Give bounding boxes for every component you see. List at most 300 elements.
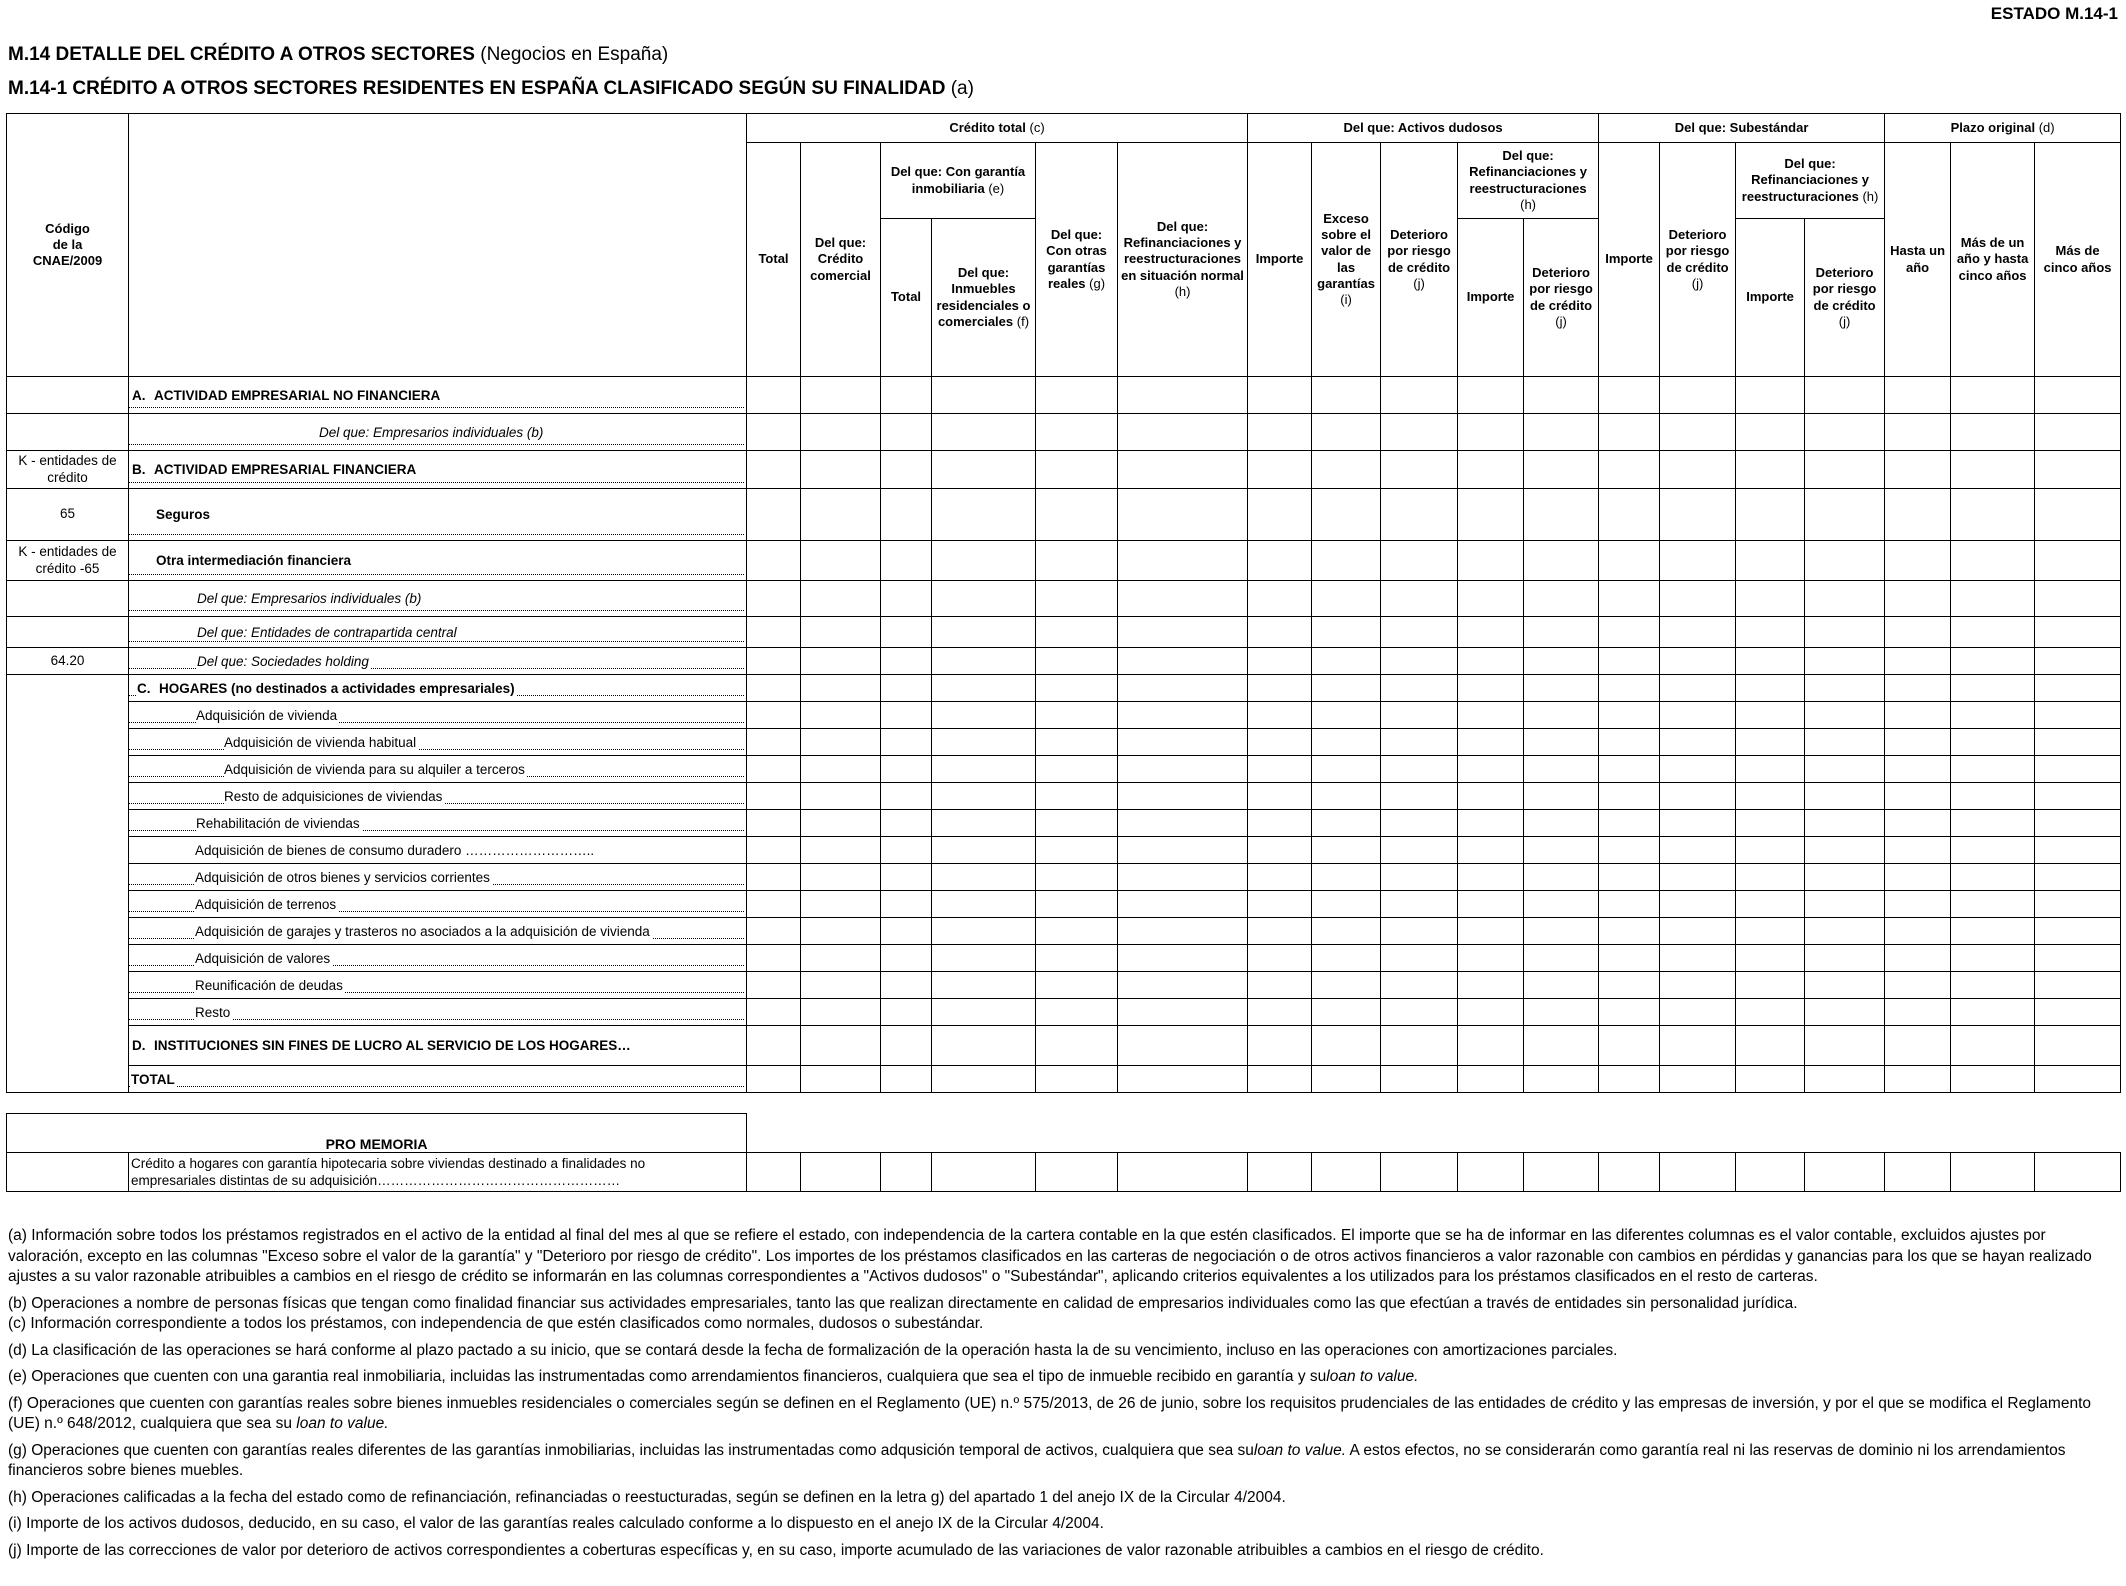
data-cell xyxy=(2035,810,2121,837)
text-label: (j) xyxy=(1691,275,1704,291)
row-label: Adquisición de otros bienes y servicios corrientes xyxy=(195,869,490,885)
data-cell xyxy=(1381,783,1458,810)
title2-bold: M.14-1 CRÉDITO A OTROS SECTORES RESIDENTES EN ESPAÑA CLASIFICADO SEGÚN SU FINALIDAD xyxy=(8,78,946,99)
data-cell xyxy=(1524,581,1599,617)
data-cell xyxy=(932,1066,1036,1093)
text-label: ACTIVIDAD EMPRESARIAL NO FINANCIERA xyxy=(154,387,441,403)
data-cell xyxy=(1885,810,1951,837)
dot-leader xyxy=(129,749,744,750)
data-cell xyxy=(1458,1153,1524,1192)
data-cell xyxy=(932,675,1036,702)
data-cell xyxy=(1660,648,1736,675)
data-cell xyxy=(1524,617,1599,648)
data-cell xyxy=(1660,675,1736,702)
data-cell xyxy=(932,1026,1036,1066)
data-cell xyxy=(1381,891,1458,918)
data-cell xyxy=(747,1153,801,1192)
data-cell xyxy=(1458,414,1524,451)
row-label: Adquisición de valores xyxy=(195,950,331,966)
data-cell xyxy=(1118,783,1248,810)
data-cell xyxy=(801,756,881,783)
data-cell xyxy=(2035,1066,2121,1093)
hasta-un-ano-header: Hasta un año xyxy=(1885,143,1951,377)
data-cell xyxy=(1248,945,1312,972)
data-cell xyxy=(801,414,881,451)
data-cell xyxy=(1599,675,1660,702)
credit-table xyxy=(6,113,2121,1093)
table-row xyxy=(7,648,2121,675)
data-cell xyxy=(1458,864,1524,891)
data-cell xyxy=(1312,1026,1381,1066)
row-label: Adquisición de vivienda para su alquiler a terceros xyxy=(224,761,525,777)
note-j: (j) Importe de las correcciones de valor por deterioro de activos correspondientes a coberturas específicas y, en su caso, importe acumulado de las variaciones de valor razonable atribuibles a cambios en el riesgo de crédito. xyxy=(8,1541,1544,1559)
data-cell xyxy=(1458,541,1524,581)
data-cell xyxy=(1036,837,1118,864)
data-cell xyxy=(1381,756,1458,783)
data-cell xyxy=(1736,648,1805,675)
data-cell xyxy=(1951,945,2035,972)
title1-normal: (Negocios en España) xyxy=(480,44,669,65)
subestandar-header: Del que: Subestándar xyxy=(1599,114,1885,143)
data-cell xyxy=(1885,891,1951,918)
cnae-code-cell xyxy=(7,377,129,414)
data-cell xyxy=(747,1114,2121,1153)
data-cell xyxy=(1885,617,1951,648)
data-cell xyxy=(801,377,881,414)
data-cell xyxy=(1736,918,1805,945)
data-cell xyxy=(1736,702,1805,729)
data-cell xyxy=(747,489,801,541)
text-label: Deterioro por riesgo de crédito xyxy=(1665,227,1730,275)
data-cell xyxy=(1660,541,1736,581)
data-cell xyxy=(1036,675,1118,702)
data-cell xyxy=(2035,581,2121,617)
data-cell xyxy=(747,972,801,999)
text-label: (c) xyxy=(1029,119,1045,135)
data-cell xyxy=(1805,864,1885,891)
cnae-code-cell: 65 xyxy=(7,489,129,541)
data-cell xyxy=(1381,864,1458,891)
data-cell xyxy=(932,918,1036,945)
data-cell xyxy=(1248,1026,1312,1066)
text-label: Exceso sobre el valor de las garantías xyxy=(1317,210,1375,291)
data-cell xyxy=(1381,1153,1458,1192)
data-cell xyxy=(1524,783,1599,810)
dot-leader xyxy=(129,1086,744,1087)
data-cell xyxy=(1805,810,1885,837)
data-cell xyxy=(2035,702,2121,729)
data-cell xyxy=(932,837,1036,864)
data-cell xyxy=(1118,541,1248,581)
text-label: HOGARES (no destinados a actividades empresariales) xyxy=(159,680,515,696)
data-cell xyxy=(1248,864,1312,891)
data-cell xyxy=(1248,489,1312,541)
data-cell xyxy=(1736,377,1805,414)
data-cell xyxy=(932,377,1036,414)
data-cell xyxy=(2035,675,2121,702)
data-cell xyxy=(1805,1066,1885,1093)
data-cell xyxy=(1951,756,2035,783)
data-cell xyxy=(1805,783,1885,810)
finalidad-label-cell xyxy=(129,451,747,489)
memo-row xyxy=(7,1153,2121,1192)
text-label: (f) xyxy=(1016,313,1030,329)
data-cell xyxy=(1458,702,1524,729)
data-cell xyxy=(1736,891,1805,918)
codigo-header: Código de la CNAE/2009 xyxy=(7,114,129,377)
row-label: Del que: Entidades de contrapartida central xyxy=(197,624,457,640)
data-cell xyxy=(1885,489,1951,541)
data-cell xyxy=(1805,702,1885,729)
data-cell xyxy=(1036,702,1118,729)
footnotes xyxy=(8,1226,2116,1561)
row-label: TOTAL xyxy=(131,1071,175,1087)
data-cell xyxy=(1736,999,1805,1026)
data-cell xyxy=(881,945,932,972)
data-cell xyxy=(801,783,881,810)
finalidad-label-cell xyxy=(129,864,747,891)
data-cell xyxy=(1036,581,1118,617)
finalidad-label-cell xyxy=(129,541,747,581)
exceso-header xyxy=(1312,143,1381,377)
gi-total-header: Total xyxy=(881,219,932,377)
data-cell xyxy=(1660,837,1736,864)
data-cell xyxy=(1118,702,1248,729)
text-label: (h) xyxy=(1862,188,1879,204)
data-cell xyxy=(1036,756,1118,783)
data-cell xyxy=(881,1066,932,1093)
data-cell xyxy=(1248,891,1312,918)
data-cell xyxy=(1458,581,1524,617)
data-cell xyxy=(881,414,932,451)
data-cell xyxy=(932,451,1036,489)
data-cell xyxy=(1660,1066,1736,1093)
table-row xyxy=(7,837,2121,864)
data-cell xyxy=(1805,451,1885,489)
data-cell xyxy=(1805,541,1885,581)
data-cell xyxy=(801,702,881,729)
data-cell xyxy=(1458,451,1524,489)
data-cell xyxy=(1118,617,1248,648)
finalidad-label-cell xyxy=(129,489,747,541)
data-cell xyxy=(1036,972,1118,999)
data-cell xyxy=(1312,617,1381,648)
text-label: INSTITUCIONES SIN FINES DE LUCRO AL SERVICIO DE LOS HOGARES… xyxy=(154,1038,631,1053)
text-label: (h) xyxy=(1174,283,1191,299)
data-cell xyxy=(1660,1153,1736,1192)
data-cell xyxy=(1524,675,1599,702)
data-cell xyxy=(1312,729,1381,756)
data-cell xyxy=(1736,972,1805,999)
data-cell xyxy=(2035,451,2121,489)
data-cell xyxy=(1736,1026,1805,1066)
data-cell xyxy=(1248,1153,1312,1192)
data-cell xyxy=(1885,541,1951,581)
plazo-original-header xyxy=(1885,114,2121,143)
data-cell xyxy=(1805,1026,1885,1066)
data-cell xyxy=(1381,414,1458,451)
inmuebles-header xyxy=(932,219,1036,377)
note-b: (b) Operaciones a nombre de personas físicas que tengan como finalidad financiar sus actividades empresariales, tanto las que realizan directamente en calidad de empresarios individuales como las que efectúan a través de entidades sin personalidad jurídica. xyxy=(8,1294,1798,1312)
data-cell xyxy=(1599,702,1660,729)
data-cell xyxy=(1036,729,1118,756)
data-cell xyxy=(1805,1153,1885,1192)
data-cell xyxy=(1599,864,1660,891)
row-letter: B. xyxy=(132,462,146,477)
data-cell xyxy=(1312,581,1381,617)
data-cell xyxy=(801,945,881,972)
data-cell xyxy=(1458,1066,1524,1093)
data-cell xyxy=(1524,945,1599,972)
text-label: ACTIVIDAD EMPRESARIAL FINANCIERA xyxy=(154,462,417,477)
text-label: (i) xyxy=(1340,292,1352,307)
data-cell xyxy=(1660,581,1736,617)
data-cell xyxy=(2035,1153,2121,1192)
data-cell xyxy=(801,837,881,864)
data-cell xyxy=(1036,918,1118,945)
data-cell xyxy=(1599,377,1660,414)
data-cell xyxy=(1118,489,1248,541)
data-cell xyxy=(1885,377,1951,414)
row-label: Rehabilitación de viviendas xyxy=(196,815,360,831)
data-cell xyxy=(1248,617,1312,648)
data-cell xyxy=(1118,945,1248,972)
data-cell xyxy=(1660,617,1736,648)
data-cell xyxy=(1736,810,1805,837)
data-cell xyxy=(2035,918,2121,945)
data-cell xyxy=(1312,999,1381,1026)
data-cell xyxy=(932,810,1036,837)
cnae-code-cell xyxy=(7,675,129,1093)
data-cell xyxy=(1805,756,1885,783)
data-cell xyxy=(1599,972,1660,999)
data-cell xyxy=(932,891,1036,918)
data-cell xyxy=(747,1026,801,1066)
data-cell xyxy=(1524,972,1599,999)
row-label: Reunificación de deudas xyxy=(195,977,343,993)
data-cell xyxy=(2035,617,2121,648)
data-cell xyxy=(1660,864,1736,891)
data-cell xyxy=(1312,702,1381,729)
data-cell xyxy=(801,675,881,702)
data-cell xyxy=(881,1153,932,1192)
data-cell xyxy=(801,972,881,999)
data-cell xyxy=(2035,837,2121,864)
row-letter: C. xyxy=(137,680,151,696)
cnae-code-cell xyxy=(7,414,129,451)
data-cell xyxy=(1951,918,2035,945)
dot-leader xyxy=(129,610,744,611)
text-label: loan to value. xyxy=(296,1415,389,1432)
data-cell xyxy=(1248,756,1312,783)
text-label: (h) xyxy=(1520,196,1536,212)
data-cell xyxy=(1524,648,1599,675)
data-cell xyxy=(1248,972,1312,999)
data-cell xyxy=(881,891,932,918)
dudosos-refin-importe-header: Importe xyxy=(1458,219,1524,377)
data-cell xyxy=(747,918,801,945)
row-label: Resto de adquisiciones de viviendas xyxy=(224,788,443,804)
data-cell xyxy=(2035,756,2121,783)
data-cell xyxy=(801,810,881,837)
text-label: Plazo original xyxy=(1950,119,2036,135)
data-cell xyxy=(1118,648,1248,675)
data-cell xyxy=(1885,414,1951,451)
cnae-code-cell xyxy=(7,617,129,648)
data-cell xyxy=(1381,648,1458,675)
data-cell xyxy=(1736,617,1805,648)
data-cell xyxy=(1660,451,1736,489)
data-cell xyxy=(1248,451,1312,489)
data-cell xyxy=(1248,377,1312,414)
data-cell xyxy=(1660,489,1736,541)
data-cell xyxy=(1524,1066,1599,1093)
dot-leader xyxy=(129,574,744,575)
data-cell xyxy=(2035,414,2121,451)
data-cell xyxy=(1805,617,1885,648)
data-cell xyxy=(1736,451,1805,489)
data-cell xyxy=(932,999,1036,1026)
data-cell xyxy=(1736,675,1805,702)
table-row xyxy=(7,918,2121,945)
data-cell xyxy=(1036,999,1118,1026)
data-cell xyxy=(881,702,932,729)
data-cell xyxy=(1885,1066,1951,1093)
text-label: (j) xyxy=(1555,313,1567,329)
data-cell xyxy=(881,675,932,702)
data-cell xyxy=(1599,648,1660,675)
data-cell xyxy=(1118,837,1248,864)
data-cell xyxy=(1312,451,1381,489)
data-cell xyxy=(801,541,881,581)
data-cell xyxy=(1951,617,2035,648)
text-label: Deterioro por riesgo de crédito xyxy=(1529,265,1593,313)
data-cell xyxy=(1805,414,1885,451)
data-cell xyxy=(1524,891,1599,918)
sub-refin-deterioro-header xyxy=(1805,219,1885,377)
data-cell xyxy=(1885,1153,1951,1192)
text-label: (f) Operaciones que cuenten con garantías reales sobre bienes inmuebles residenciales o comerciales según se definen en el Reglamento (UE) n.º 575/2013, de 26 de junio, sobre los requisitos prudenciales de las entidades de crédito y las empresas de inversión, y por el que se modifica el Reglamento (UE) n.º 648/2012, cualquiera que sea su xyxy=(8,1394,2092,1432)
data-cell xyxy=(1524,1153,1599,1192)
data-cell xyxy=(1118,756,1248,783)
data-cell xyxy=(1805,972,1885,999)
data-cell xyxy=(1312,837,1381,864)
table-row xyxy=(7,702,2121,729)
data-cell xyxy=(881,972,932,999)
data-cell xyxy=(1458,945,1524,972)
data-cell xyxy=(1524,451,1599,489)
data-cell xyxy=(1951,489,2035,541)
data-cell xyxy=(881,756,932,783)
finalidad-label-cell xyxy=(129,810,747,837)
data-cell xyxy=(1951,581,2035,617)
data-cell xyxy=(1118,377,1248,414)
data-cell xyxy=(1805,837,1885,864)
data-cell xyxy=(1118,999,1248,1026)
data-cell xyxy=(881,648,932,675)
data-cell xyxy=(1599,451,1660,489)
dot-leader xyxy=(129,534,744,535)
table-row xyxy=(7,377,2121,414)
data-cell xyxy=(1951,972,2035,999)
data-cell xyxy=(1599,414,1660,451)
data-cell xyxy=(1248,702,1312,729)
data-cell xyxy=(881,810,932,837)
data-cell xyxy=(1458,489,1524,541)
data-cell xyxy=(1036,489,1118,541)
data-cell xyxy=(1312,891,1381,918)
data-cell xyxy=(1951,864,2035,891)
finalidad-label-cell xyxy=(129,675,747,702)
sub-refin-importe-header: Importe xyxy=(1736,219,1805,377)
title1-bold: M.14 DETALLE DEL CRÉDITO A OTROS SECTORES xyxy=(8,44,475,65)
dudosos-importe-header: Importe xyxy=(1248,143,1312,377)
data-cell xyxy=(932,972,1036,999)
table-row xyxy=(7,891,2121,918)
data-cell xyxy=(932,489,1036,541)
data-cell xyxy=(1248,837,1312,864)
data-cell xyxy=(1381,489,1458,541)
data-cell xyxy=(1248,999,1312,1026)
data-cell xyxy=(881,864,932,891)
finalidad-label-cell xyxy=(129,783,747,810)
data-cell xyxy=(747,945,801,972)
sub-importe-header: Importe xyxy=(1599,143,1660,377)
data-cell xyxy=(1312,810,1381,837)
data-cell xyxy=(1118,918,1248,945)
data-cell xyxy=(1036,783,1118,810)
data-cell xyxy=(1660,783,1736,810)
data-cell xyxy=(1118,972,1248,999)
row-label xyxy=(132,1038,633,1053)
finalidad-label-cell xyxy=(129,756,747,783)
data-cell xyxy=(881,377,932,414)
data-cell xyxy=(2035,864,2121,891)
data-cell xyxy=(801,581,881,617)
data-cell xyxy=(1312,1153,1381,1192)
data-cell xyxy=(1951,377,2035,414)
data-cell xyxy=(1118,729,1248,756)
data-cell xyxy=(1036,541,1118,581)
otras-garantias-header xyxy=(1036,143,1118,377)
text-label: Crédito a hogares con garantía hipotecaria sobre viviendas destinado a finalidades no xyxy=(131,1156,646,1171)
dudosos-refin-deterioro-header xyxy=(1524,219,1599,377)
data-cell xyxy=(1736,864,1805,891)
data-cell xyxy=(1951,1026,2035,1066)
data-cell xyxy=(1458,729,1524,756)
data-cell xyxy=(1660,891,1736,918)
data-cell xyxy=(1524,918,1599,945)
finalidad-label-cell xyxy=(129,581,747,617)
data-cell xyxy=(747,891,801,918)
data-cell xyxy=(1805,999,1885,1026)
data-cell xyxy=(1599,729,1660,756)
data-cell xyxy=(1951,783,2035,810)
data-cell xyxy=(1951,810,2035,837)
data-cell xyxy=(1885,756,1951,783)
refin-normal-header xyxy=(1118,143,1248,377)
data-cell xyxy=(1599,1026,1660,1066)
data-cell xyxy=(1599,999,1660,1026)
data-cell xyxy=(1312,541,1381,581)
data-cell xyxy=(1599,756,1660,783)
data-cell xyxy=(801,489,881,541)
row-letter: A. xyxy=(132,387,146,403)
data-cell xyxy=(1599,1066,1660,1093)
data-cell xyxy=(1524,837,1599,864)
table-row xyxy=(7,864,2121,891)
data-cell xyxy=(1036,864,1118,891)
